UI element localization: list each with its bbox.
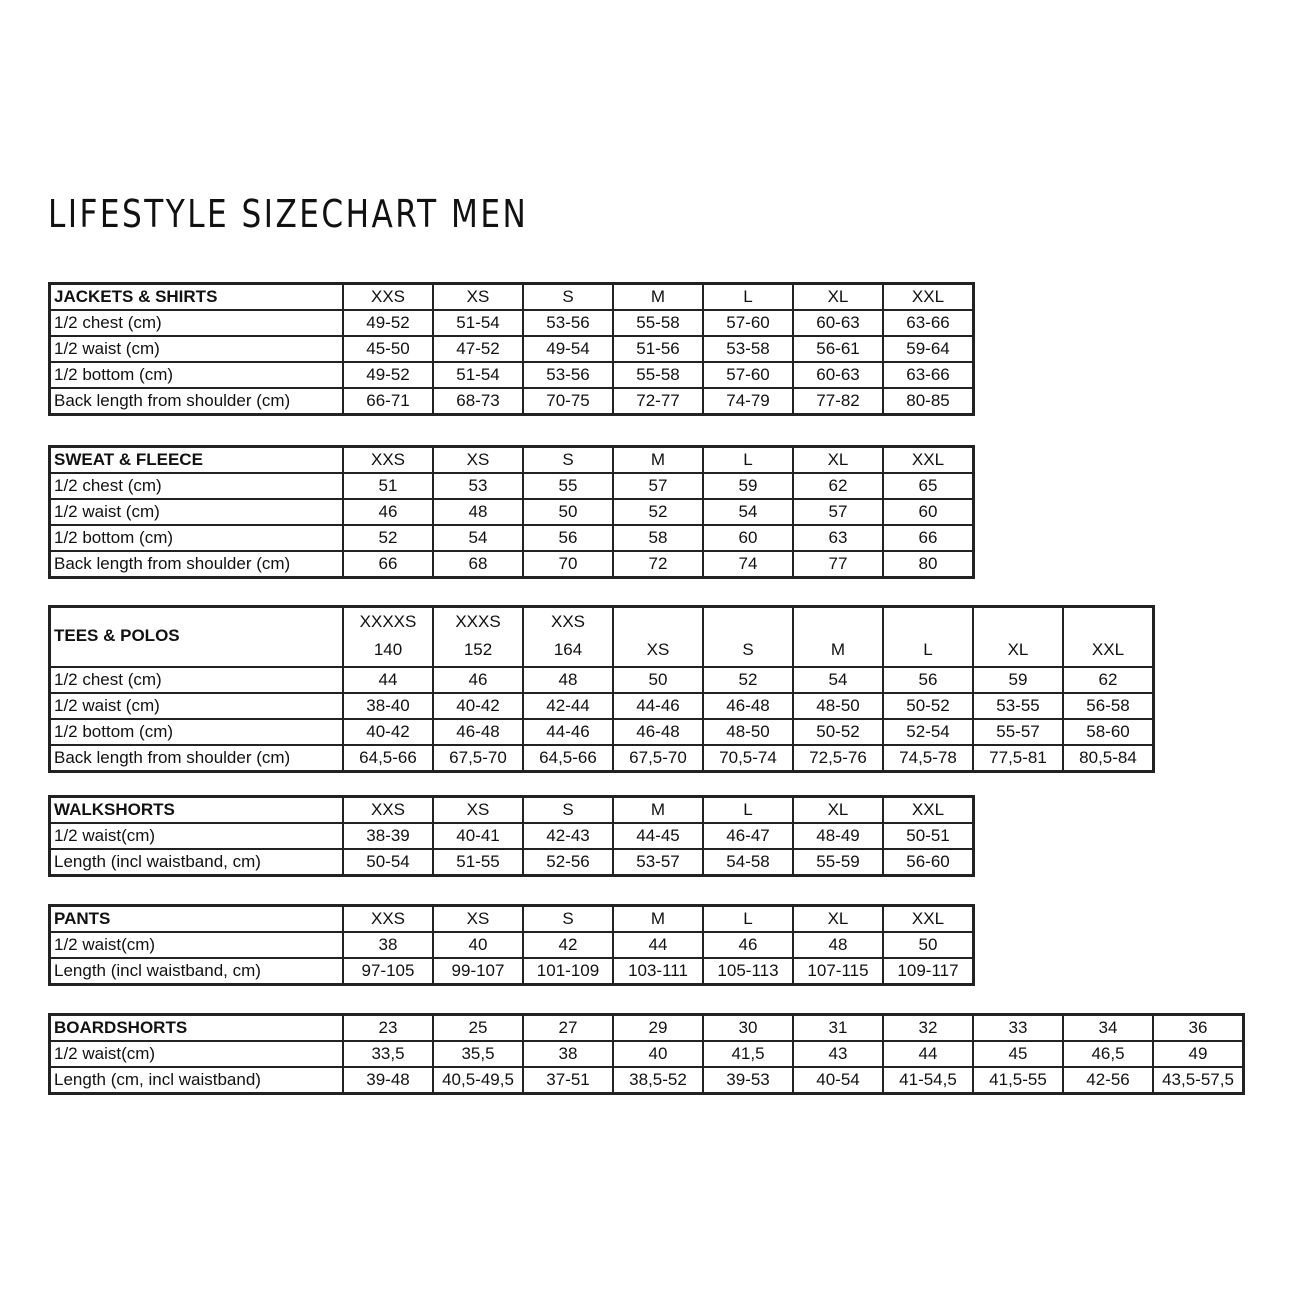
measurement-value: 60 [883,499,974,525]
measurement-value: 46-47 [703,823,793,849]
measurement-value: 99-107 [433,958,523,985]
measurement-value: 70 [523,551,613,578]
size-label-top [1064,608,1152,636]
measurement-value: 72-77 [613,388,703,415]
measurement-value: 51 [343,473,433,499]
measurement-value: 103-111 [613,958,703,985]
table-row [50,499,974,525]
size-column-header: 29 [613,1015,703,1042]
measurement-value: 49-54 [523,336,613,362]
size-column-header: M [613,906,703,933]
size-column-header: 33 [973,1015,1063,1042]
measurement-value: 46,5 [1063,1041,1153,1067]
table-header-row [50,906,974,933]
size-column-header: XXL [883,797,974,824]
measurement-value: 50-51 [883,823,974,849]
measurement-value: 67,5-70 [613,745,703,772]
measurement-value: 40-41 [433,823,523,849]
size-table-boardshorts [48,1013,1245,1095]
table-row [50,932,974,958]
size-column-header: 32 [883,1015,973,1042]
table-row [50,1067,1244,1094]
measurement-value: 65 [883,473,974,499]
size-column-header: XS [433,447,523,474]
measurement-value: 52 [613,499,703,525]
size-label-top: XXXS [455,612,501,631]
measurement-value: 44-46 [613,693,703,719]
measurement-label: 1/2 waist(cm) [50,823,344,849]
measurement-value: 35,5 [433,1041,523,1067]
measurement-value: 41,5-55 [973,1067,1063,1094]
size-label-bottom: 140 [373,640,403,659]
size-column-header: S [523,284,613,311]
size-column-header: L [703,447,793,474]
measurement-value: 62 [793,473,883,499]
measurement-value: 46-48 [613,719,703,745]
size-column-header: 25 [433,1015,523,1042]
size-column-header: XL [793,284,883,311]
measurement-value: 50 [613,667,703,693]
measurement-value: 44 [883,1041,973,1067]
measurement-value: 105-113 [703,958,793,985]
size-column-header [973,607,1063,668]
measurement-value: 56-58 [1063,693,1154,719]
size-label-bottom: S [742,640,754,659]
measurement-value: 74 [703,551,793,578]
measurement-value: 63 [793,525,883,551]
measurement-value: 55-58 [613,310,703,336]
measurement-value: 107-115 [793,958,883,985]
table-category-label: PANTS [50,906,344,933]
measurement-value: 50-52 [793,719,883,745]
measurement-value: 40,5-49,5 [433,1067,523,1094]
measurement-value: 68-73 [433,388,523,415]
measurement-value: 52 [703,667,793,693]
measurement-value: 70-75 [523,388,613,415]
size-label-top [974,608,1062,636]
size-column-header: XS [433,906,523,933]
size-label-top [614,608,702,636]
measurement-value: 38-39 [343,823,433,849]
size-column-header: L [703,797,793,824]
measurement-value: 50-52 [883,693,973,719]
measurement-value: 63-66 [883,310,974,336]
table-header-row [50,607,1154,668]
size-column-header: XL [793,447,883,474]
size-label-bottom: M [830,640,846,659]
measurement-value: 53-56 [523,362,613,388]
measurement-value: 40 [433,932,523,958]
measurement-value: 55 [523,473,613,499]
measurement-value: 56 [883,667,973,693]
measurement-value: 52 [343,525,433,551]
size-column-header: M [613,797,703,824]
size-column-header: XXS [343,797,433,824]
measurement-value: 58 [613,525,703,551]
measurement-value: 46-48 [433,719,523,745]
measurement-label: 1/2 waist(cm) [50,932,344,958]
size-label-top: XXXXS [359,612,417,631]
measurement-value: 40-42 [343,719,433,745]
size-table-walkshorts [48,795,975,877]
measurement-value: 66-71 [343,388,433,415]
measurement-value: 45-50 [343,336,433,362]
table-category-label: SWEAT & FLEECE [50,447,344,474]
measurement-value: 74,5-78 [883,745,973,772]
measurement-value: 46-48 [703,693,793,719]
measurement-label: Back length from shoulder (cm) [50,745,344,772]
table-row [50,1041,1244,1067]
size-column-header: 36 [1153,1015,1244,1042]
size-column-header: XXL [883,906,974,933]
measurement-value: 56-61 [793,336,883,362]
measurement-value: 74-79 [703,388,793,415]
page-title: LIFESTYLE SIZECHART MEN [48,192,529,236]
measurement-value: 37-51 [523,1067,613,1094]
table-row [50,388,974,415]
measurement-value: 72,5-76 [793,745,883,772]
size-column-header [1063,607,1154,668]
measurement-value: 53-55 [973,693,1063,719]
size-label-bottom: XXL [1091,640,1125,659]
measurement-value: 68 [433,551,523,578]
size-column-header: M [613,284,703,311]
measurement-label: 1/2 chest (cm) [50,667,344,693]
measurement-value: 38,5-52 [613,1067,703,1094]
measurement-value: 63-66 [883,362,974,388]
table-row [50,310,974,336]
size-column-header: S [523,906,613,933]
measurement-label: Back length from shoulder (cm) [50,388,344,415]
measurement-value: 44 [613,932,703,958]
measurement-value: 48 [793,932,883,958]
table-row [50,551,974,578]
measurement-value: 55-57 [973,719,1063,745]
measurement-value: 45 [973,1041,1063,1067]
size-label-top [884,608,972,636]
measurement-label: 1/2 bottom (cm) [50,719,344,745]
measurement-value: 54 [793,667,883,693]
measurement-value: 57-60 [703,310,793,336]
size-label-bottom: XL [1007,640,1029,659]
table-category-label: BOARDSHORTS [50,1015,344,1042]
size-column-header [433,607,523,668]
measurement-label: Length (incl waistband, cm) [50,849,344,876]
table-row [50,849,974,876]
size-column-header: XXS [343,447,433,474]
measurement-label: Back length from shoulder (cm) [50,551,344,578]
measurement-label: 1/2 chest (cm) [50,310,344,336]
measurement-value: 55-59 [793,849,883,876]
measurement-value: 51-54 [433,310,523,336]
size-table-tees [48,605,1155,773]
measurement-value: 72 [613,551,703,578]
measurement-label: 1/2 waist(cm) [50,1041,344,1067]
measurement-value: 66 [883,525,974,551]
measurement-value: 56 [523,525,613,551]
table-row [50,745,1154,772]
measurement-value: 51-56 [613,336,703,362]
table-row [50,719,1154,745]
measurement-value: 44 [343,667,433,693]
measurement-value: 48-49 [793,823,883,849]
measurement-value: 67,5-70 [433,745,523,772]
measurement-value: 80-85 [883,388,974,415]
measurement-value: 54 [433,525,523,551]
table-header-row [50,1015,1244,1042]
size-column-header [793,607,883,668]
size-column-header [883,607,973,668]
measurement-value: 62 [1063,667,1154,693]
measurement-value: 55-58 [613,362,703,388]
size-label-top: XXS [550,612,586,631]
measurement-value: 48 [433,499,523,525]
measurement-label: 1/2 chest (cm) [50,473,344,499]
size-column-header: XL [793,906,883,933]
size-column-header: 23 [343,1015,433,1042]
measurement-value: 38 [343,932,433,958]
measurement-value: 80 [883,551,974,578]
measurement-value: 53-57 [613,849,703,876]
measurement-value: 49-52 [343,362,433,388]
size-table-pants [48,904,975,986]
measurement-value: 77-82 [793,388,883,415]
table-category-label: JACKETS & SHIRTS [50,284,344,311]
measurement-value: 41-54,5 [883,1067,973,1094]
measurement-value: 39-53 [703,1067,793,1094]
measurement-value: 59 [703,473,793,499]
measurement-value: 49 [1153,1041,1244,1067]
measurement-label: Length (incl waistband, cm) [50,958,344,985]
size-column-header: XS [433,797,523,824]
measurement-value: 46 [703,932,793,958]
size-column-header: L [703,906,793,933]
measurement-label: 1/2 waist (cm) [50,336,344,362]
measurement-value: 40 [613,1041,703,1067]
measurement-value: 42-56 [1063,1067,1153,1094]
size-label-bottom: XS [646,640,670,659]
measurement-value: 42-43 [523,823,613,849]
measurement-value: 39-48 [343,1067,433,1094]
measurement-value: 40-42 [433,693,523,719]
measurement-value: 64,5-66 [343,745,433,772]
measurement-value: 80,5-84 [1063,745,1154,772]
table-row [50,525,974,551]
measurement-value: 50 [523,499,613,525]
measurement-value: 59 [973,667,1063,693]
size-column-header: 34 [1063,1015,1153,1042]
measurement-value: 57 [613,473,703,499]
size-column-header: XS [433,284,523,311]
measurement-value: 44-46 [523,719,613,745]
measurement-label: 1/2 waist (cm) [50,499,344,525]
measurement-value: 58-60 [1063,719,1154,745]
measurement-value: 50 [883,932,974,958]
measurement-value: 43,5-57,5 [1153,1067,1244,1094]
measurement-value: 42-44 [523,693,613,719]
measurement-value: 64,5-66 [523,745,613,772]
measurement-label: Length (cm, incl waistband) [50,1067,344,1094]
size-table-sweat [48,445,975,579]
measurement-value: 50-54 [343,849,433,876]
measurement-value: 38 [523,1041,613,1067]
size-label-top [794,608,882,636]
measurement-label: 1/2 bottom (cm) [50,525,344,551]
size-label-top [704,608,792,636]
measurement-value: 53 [433,473,523,499]
measurement-label: 1/2 waist (cm) [50,693,344,719]
measurement-value: 47-52 [433,336,523,362]
size-column-header [343,607,433,668]
size-column-header [523,607,613,668]
measurement-value: 48 [523,667,613,693]
measurement-value: 66 [343,551,433,578]
size-column-header: S [523,447,613,474]
size-label-bottom: 152 [463,640,493,659]
measurement-value: 57-60 [703,362,793,388]
size-column-header: 27 [523,1015,613,1042]
measurement-value: 52-54 [883,719,973,745]
measurement-value: 59-64 [883,336,974,362]
measurement-value: 41,5 [703,1041,793,1067]
size-label-bottom: 164 [553,640,583,659]
measurement-value: 38-40 [343,693,433,719]
measurement-value: 77,5-81 [973,745,1063,772]
measurement-value: 43 [793,1041,883,1067]
table-header-row [50,797,974,824]
measurement-value: 57 [793,499,883,525]
table-row [50,473,974,499]
size-label-bottom: L [923,640,933,659]
measurement-value: 51-54 [433,362,523,388]
size-column-header: XXS [343,284,433,311]
size-column-header: XXL [883,447,974,474]
size-column-header: S [523,797,613,824]
table-header-row [50,284,974,311]
table-row [50,958,974,985]
measurement-value: 46 [343,499,433,525]
measurement-value: 56-60 [883,849,974,876]
measurement-value: 77 [793,551,883,578]
measurement-value: 48-50 [703,719,793,745]
size-column-header: XXS [343,906,433,933]
table-row [50,362,974,388]
size-column-header: 31 [793,1015,883,1042]
measurement-value: 109-117 [883,958,974,985]
size-column-header: L [703,284,793,311]
measurement-value: 70,5-74 [703,745,793,772]
size-column-header: M [613,447,703,474]
size-table-jackets [48,282,975,416]
measurement-value: 51-55 [433,849,523,876]
size-column-header [613,607,703,668]
size-column-header: 30 [703,1015,793,1042]
measurement-value: 46 [433,667,523,693]
table-header-row [50,447,974,474]
measurement-value: 40-54 [793,1067,883,1094]
measurement-value: 60-63 [793,310,883,336]
table-row [50,693,1154,719]
table-row [50,823,974,849]
measurement-value: 53-58 [703,336,793,362]
measurement-value: 54 [703,499,793,525]
table-category-label: WALKSHORTS [50,797,344,824]
size-column-header: XL [793,797,883,824]
measurement-value: 33,5 [343,1041,433,1067]
table-row [50,667,1154,693]
measurement-value: 44-45 [613,823,703,849]
measurement-label: 1/2 bottom (cm) [50,362,344,388]
measurement-value: 101-109 [523,958,613,985]
measurement-value: 42 [523,932,613,958]
size-column-header: XXL [883,284,974,311]
measurement-value: 97-105 [343,958,433,985]
table-row [50,336,974,362]
measurement-value: 60 [703,525,793,551]
measurement-value: 54-58 [703,849,793,876]
measurement-value: 48-50 [793,693,883,719]
size-column-header [703,607,793,668]
measurement-value: 49-52 [343,310,433,336]
table-category-label: TEES & POLOS [50,607,344,668]
measurement-value: 60-63 [793,362,883,388]
measurement-value: 52-56 [523,849,613,876]
measurement-value: 53-56 [523,310,613,336]
